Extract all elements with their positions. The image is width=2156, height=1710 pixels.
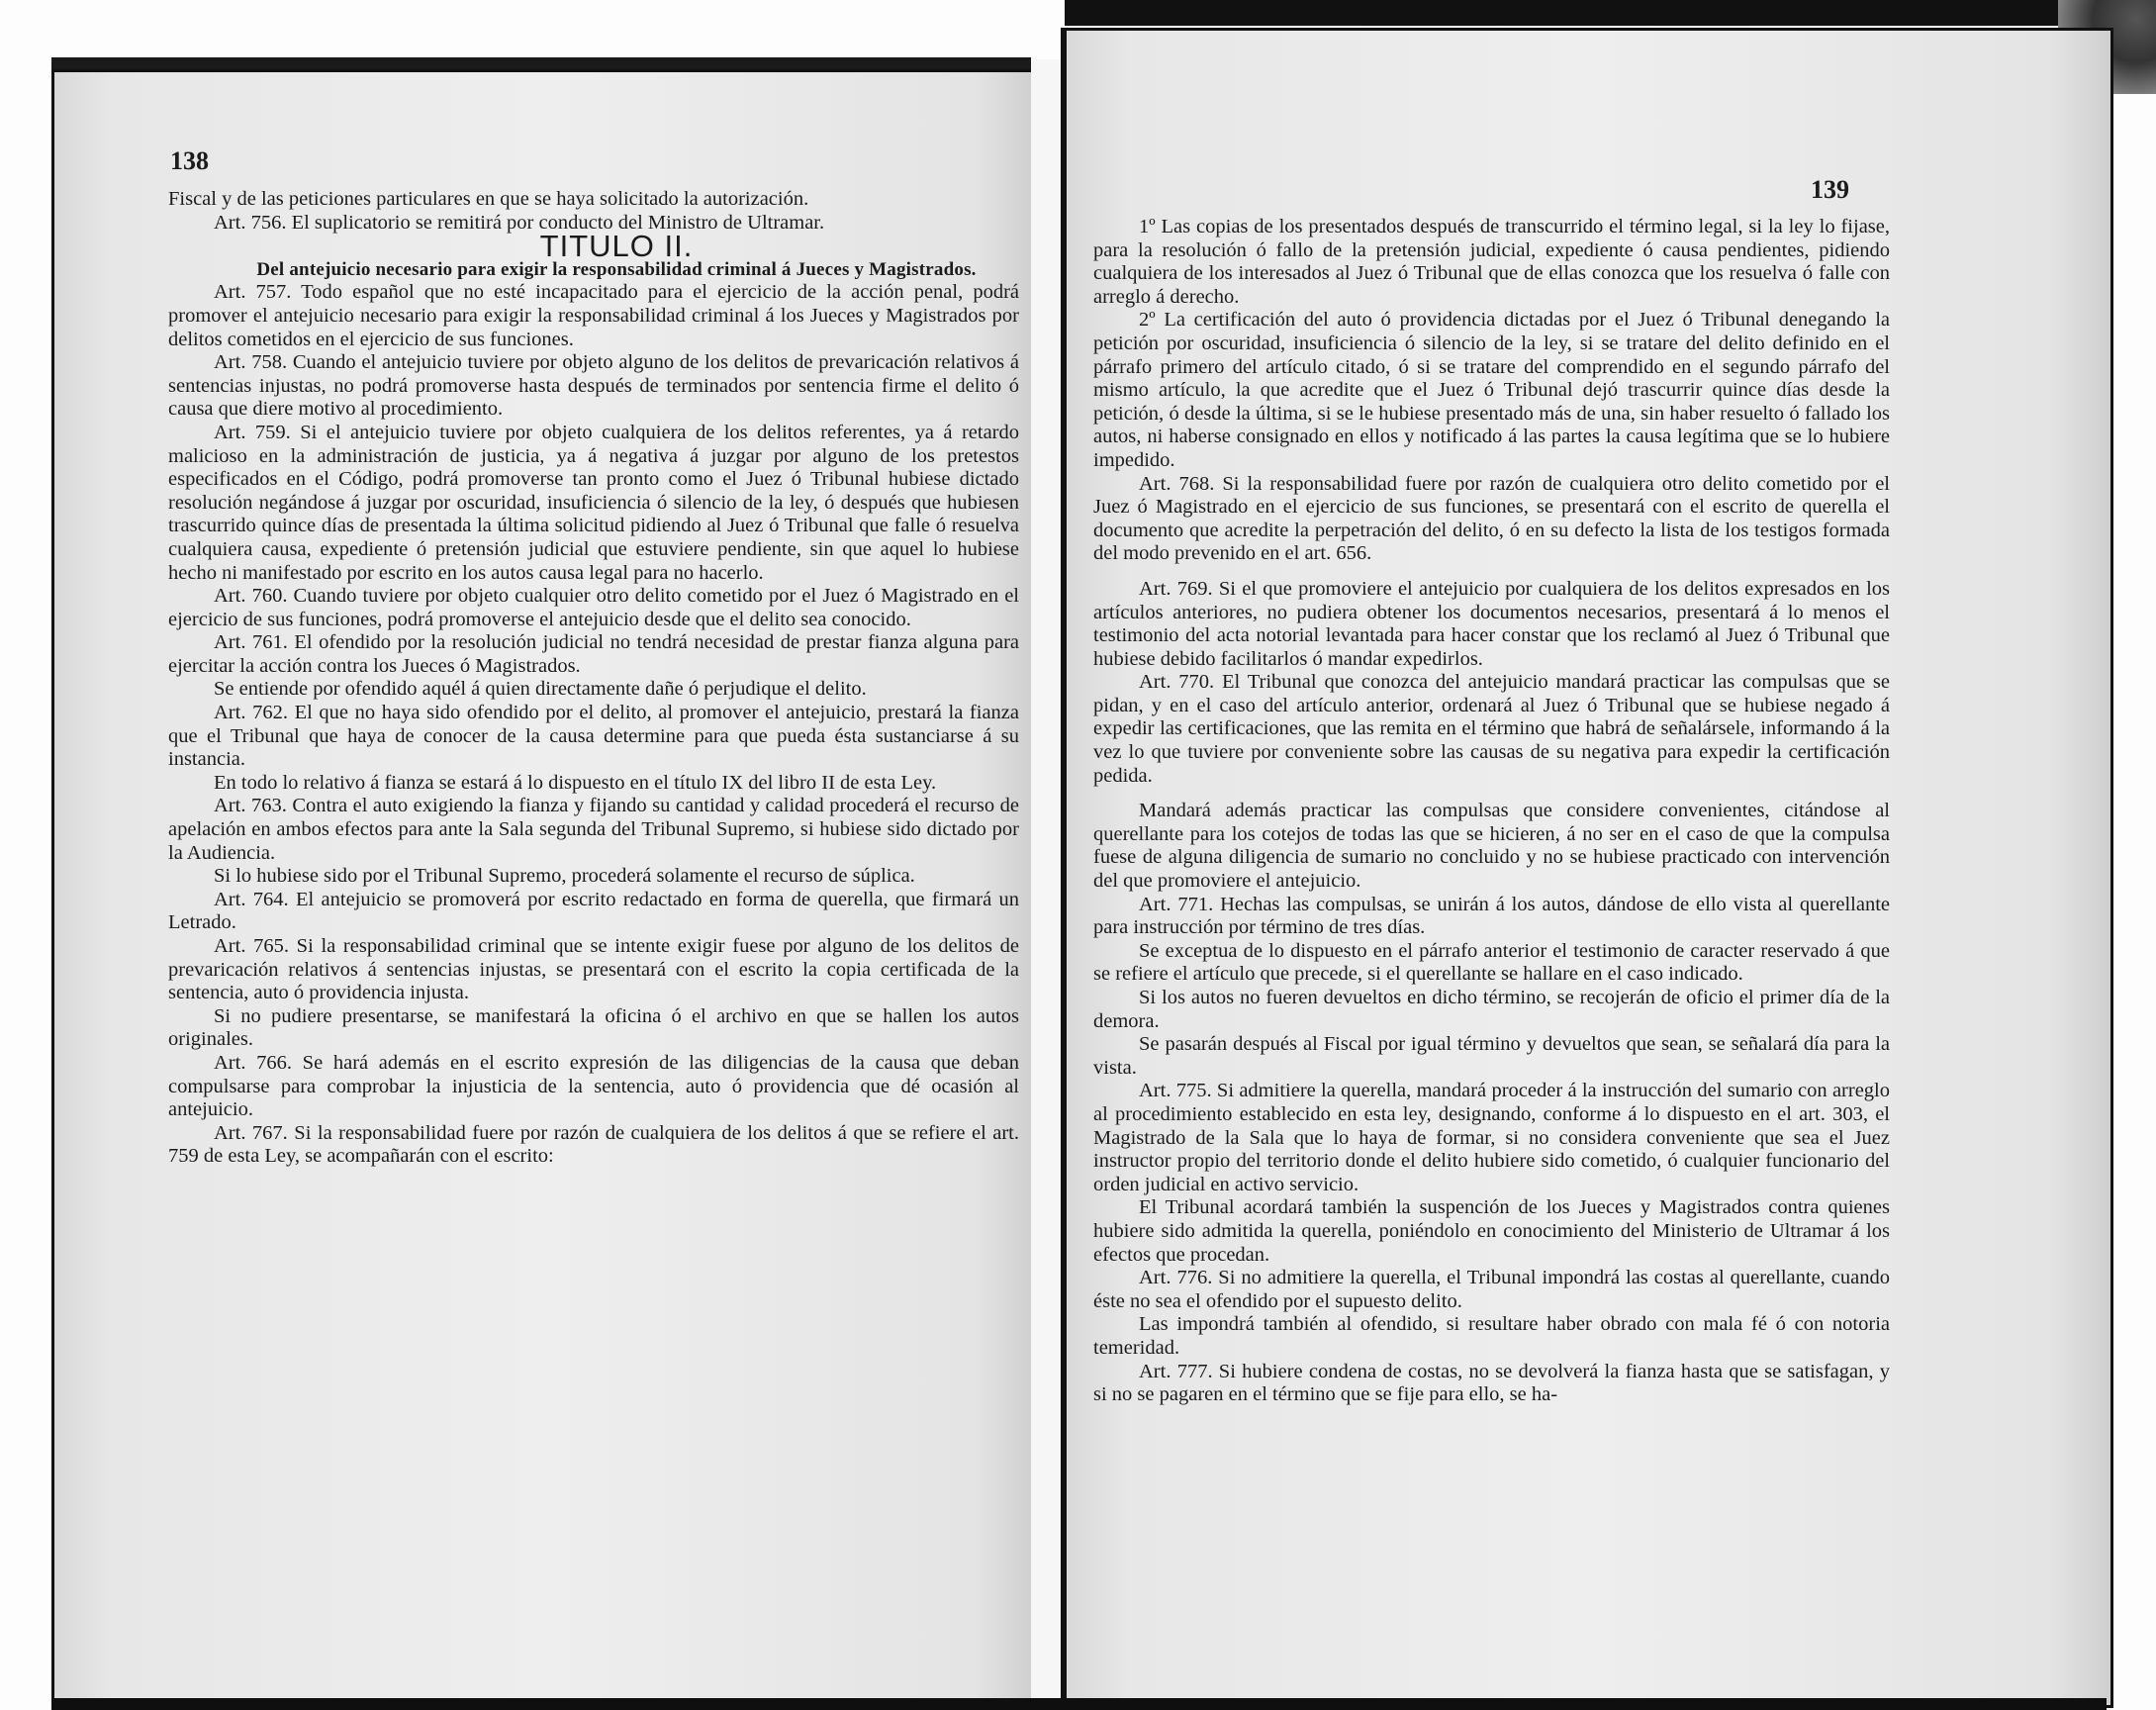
paragraph: Art. 775. Si admitiere la querella, mandará proceder á la instrucción del sumario con arreglo al procedimiento establecido en esta ley, designando, conforme á lo dispuesto en el art. 303, el Magistrado de la Sala que lo haya de formar, si no considera conveniente que sea el Juez instructor propio del territorio donde el delito hubiere sido cometido, ó cualquier funcionario del orden judicial en activo servicio.: [1093, 1080, 1890, 1195]
paragraph: Mandará además practicar las compulsas que considere convenientes, citándose al querellante para los cotejos de todas las que se hicieren, á no ser en el caso de que la compulsa fuese de alguna diligencia de sumario no concluido y no se hubiese practicado con intervención del que promoviere el antejuicio.: [1093, 800, 1890, 893]
spacer: [1093, 566, 1890, 578]
left-page-text: [168, 188, 1019, 1169]
paragraph: Art. 761. El ofendido por la resolución judicial no tendrá necesidad de prestar fianza alguna para ejercitar la acción contra los Jueces ó Magistrados.: [168, 631, 1019, 677]
paragraph: 2º La certificación del auto ó providencia dictadas por el Juez ó Tribunal denegando la petición por oscuridad, insuficiencia ó silencio de la ley, si se tratare del delito definido en el párrafo primero del artículo citado, ó si se tratare del comprendido en el segundo párrafo del mismo artículo, la que acredite que el Juez ó Tribunal dejó trascurrir quince días desde la petición, ó desde la última, si se le hubiese presentado más de una, sin haber resuelto ó fallado los autos, ni haberse consignado en ellos y notificado á las partes la causa legítima que se lo hubiere impedido.: [1093, 309, 1890, 471]
paragraph: Art. 756. El suplicatorio se remitirá por conducto del Ministro de Ultramar.: [214, 211, 825, 234]
paragraph: Art. 758. Cuando el antejuicio tuviere por objeto alguno de los delitos de prevaricación relativos á sentencias injustas, no podrá promoverse hasta después de terminados por sentencia firme el delito ó causa que diere motivo al procedimiento.: [168, 351, 1019, 421]
spacer: [1093, 788, 1890, 800]
paragraph: 1º Las copias de los presentados después de transcurrido el término legal, si la ley lo fijase, para la resolución ó fallo de la pretensión judicial, expediente ó causa pendientes, pidiendo cualquiera de los interesados al Juez ó Tribunal que de ellas conozca que los resuelva ó falle con arreglo á derecho.: [1093, 216, 1890, 308]
paragraph: Art. 771. Hechas las compulsas, se unirán á los autos, dándose de ello vista al querellante para instrucción por término de tres días.: [1093, 893, 1890, 939]
right-page-text: [1093, 216, 1890, 1407]
paragraph: Art. 768. Si la responsabilidad fuere por razón de cualquiera otro delito cometido por el Juez ó Magistrado en el ejercicio de sus funciones, se presentará con el escrito de querella el documento que acredite la perpetración del delito, ó en su defecto la lista de los testigos formada del modo prevenido en el art. 656.: [1093, 472, 1890, 565]
paragraph: Art. 759. Si el antejuicio tuviere por objeto cualquiera de los delitos referentes, ya á retardo malicioso en la administración de justicia, ya á negativa á juzgar por alguno de los pretestos especificados en el Código, podrá promoverse tan pronto como el Juez ó Tribunal hubiese dictado resolución negándose á juzgar por oscuridad, insuficiencia ó silencio de la ley, ó después que hubiesen trascurrido quince días de presentada la última solicitud pidiendo al Juez ó Tribunal que falle ó resuelva cualquiera causa, expediente ó pretensión judicial que estuviere pendiente, sin que aquel lo hubiese hecho ni manifestado por escrito en los autos causa legal para no hacerlo.: [168, 421, 1019, 584]
left-page-number: 138: [170, 146, 209, 175]
paragraph: El Tribunal acordará también la suspención de los Jueces y Magistrados contra quienes hubiere sido admitida la querella, poniéndolo en conocimiento del Ministerio de Ultramar á los efectos que procedan.: [1093, 1196, 1890, 1266]
paragraph: Se entiende por ofendido aquél á quien directamente dañe ó perjudique el delito.: [214, 678, 867, 701]
paragraph: En todo lo relativo á fianza se estará á lo dispuesto en el título IX del libro II de esta Ley.: [214, 771, 937, 794]
paragraph: Art. 762. El que no haya sido ofendido por el delito, al promover el antejuicio, prestará la fianza que el Tribunal que haya de conocer de la causa determine para que pueda ésta sustanciarse á su instancia.: [168, 702, 1019, 771]
paragraph: Se exceptua de lo dispuesto en el párrafo anterior el testimonio de caracter reservado á que se refiere el artículo que precede, si el querellante se hallare en el caso indicado.: [1093, 939, 1890, 986]
paragraph: Fiscal y de las peticiones particulares en que se haya solicitado la autorización.: [168, 188, 809, 210]
paragraph: Si lo hubiese sido por el Tribunal Supremo, procederá solamente el recurso de súplica.: [214, 865, 915, 888]
paragraph: Si no pudiere presentarse, se manifestará la oficina ó el archivo en que se hallen los autos originales.: [168, 1004, 1019, 1051]
paragraph: Art. 763. Contra el auto exigiendo la fianza y fijando su cantidad y calidad procederá el recurso de apelación en ambos efectos para ante la Sala segunda del Tribunal Supremo, si hubiese sido dictado por la Audiencia.: [168, 795, 1019, 864]
right-page-number: 139: [1811, 175, 1849, 204]
scan-edge-bottom: [51, 1698, 2107, 1710]
scan-edge-top-right: [1065, 0, 2107, 26]
section-title: TITULO II.: [539, 229, 694, 264]
paragraph: Art. 767. Si la responsabilidad fuere por razón de cualquiera de los delitos á que se refiere el art. 759 de esta Ley, se acompañarán con el escrito:: [168, 1121, 1019, 1168]
paragraph: Art. 770. El Tribunal que conozca del antejuicio mandará practicar las compulsas que se pidan, y en el caso del artículo anterior, ordenará al Juez ó Tribunal que se hubiese negado á expedir las certificaciones, que las remita en el término que habrá de señalársele, informando á la vez lo que tuviere por conveniente sobre las causas de su negativa para expedir la certificación pedida.: [1093, 671, 1890, 787]
section-subtitle: Del antejuicio necesario para exigir la responsabilidad criminal á Jueces y Magistrados.: [256, 258, 977, 280]
paragraph: Art. 757. Todo español que no esté incapacitado para el ejercicio de la acción penal, podrá promover el antejuicio necesario para exigir la responsabilidad criminal á los Jueces y Magistrados por delitos cometidos en el ejercicio de sus funciones.: [168, 281, 1019, 350]
book-gutter: [1031, 59, 1061, 1710]
paragraph: Art. 776. Si no admitiere la querella, el Tribunal impondrá las costas al querellante, cuando éste no sea el ofendido por el supuesto delito.: [1093, 1267, 1890, 1312]
paragraph: Si los autos no fueren devueltos en dicho término, se recojerán de oficio el primer día de la demora.: [1093, 987, 1890, 1032]
paragraph: Art. 766. Se hará además en el escrito expresión de las diligencias de la causa que deban compulsarse para comprobar la injusticia de la sentencia, auto ó providencia que dé ocasión al antejuicio.: [168, 1051, 1019, 1121]
paragraph: Art. 760. Cuando tuviere por objeto cualquier otro delito cometido por el Juez ó Magistrado en el ejercicio de sus funciones, podrá promoverse el antejuicio desde que el delito sea conocido.: [168, 585, 1019, 630]
paragraph: Art. 765. Si la responsabilidad criminal que se intente exigir fuese por alguno de los delitos de prevaricación relativos á sentencias injustas, se presentará con el escrito la copia certificada de la sentencia, auto ó providencia injusta.: [168, 935, 1019, 1004]
paragraph: Las impondrá también al ofendido, si resultare haber obrado con mala fé ó con notoria temeridad.: [1093, 1313, 1890, 1359]
paragraph: Art. 769. Si el que promoviere el antejuicio por cualquiera de los delitos expresados en los artículos anteriores, no pudiera obtener los documentos necesarios, presentará á lo menos el testimonio del acta notorial levantada para hacer constar que los reclamó al Juez ó Tribunal que hubiese debido facilitarlos ó mandar expedirlos.: [1093, 577, 1890, 670]
paragraph: Se pasarán después al Fiscal por igual término y devueltos que sean, se señalará día para la vista.: [1093, 1033, 1890, 1079]
paragraph: Art. 777. Si hubiere condena de costas, no se devolverá la fianza hasta que se satisfagan, y si no se pagaren en el término que se fije para ello, se ha-: [1093, 1360, 1890, 1406]
paragraph: Art. 764. El antejuicio se promoverá por escrito redactado en forma de querella, que firmará un Letrado.: [168, 888, 1019, 934]
